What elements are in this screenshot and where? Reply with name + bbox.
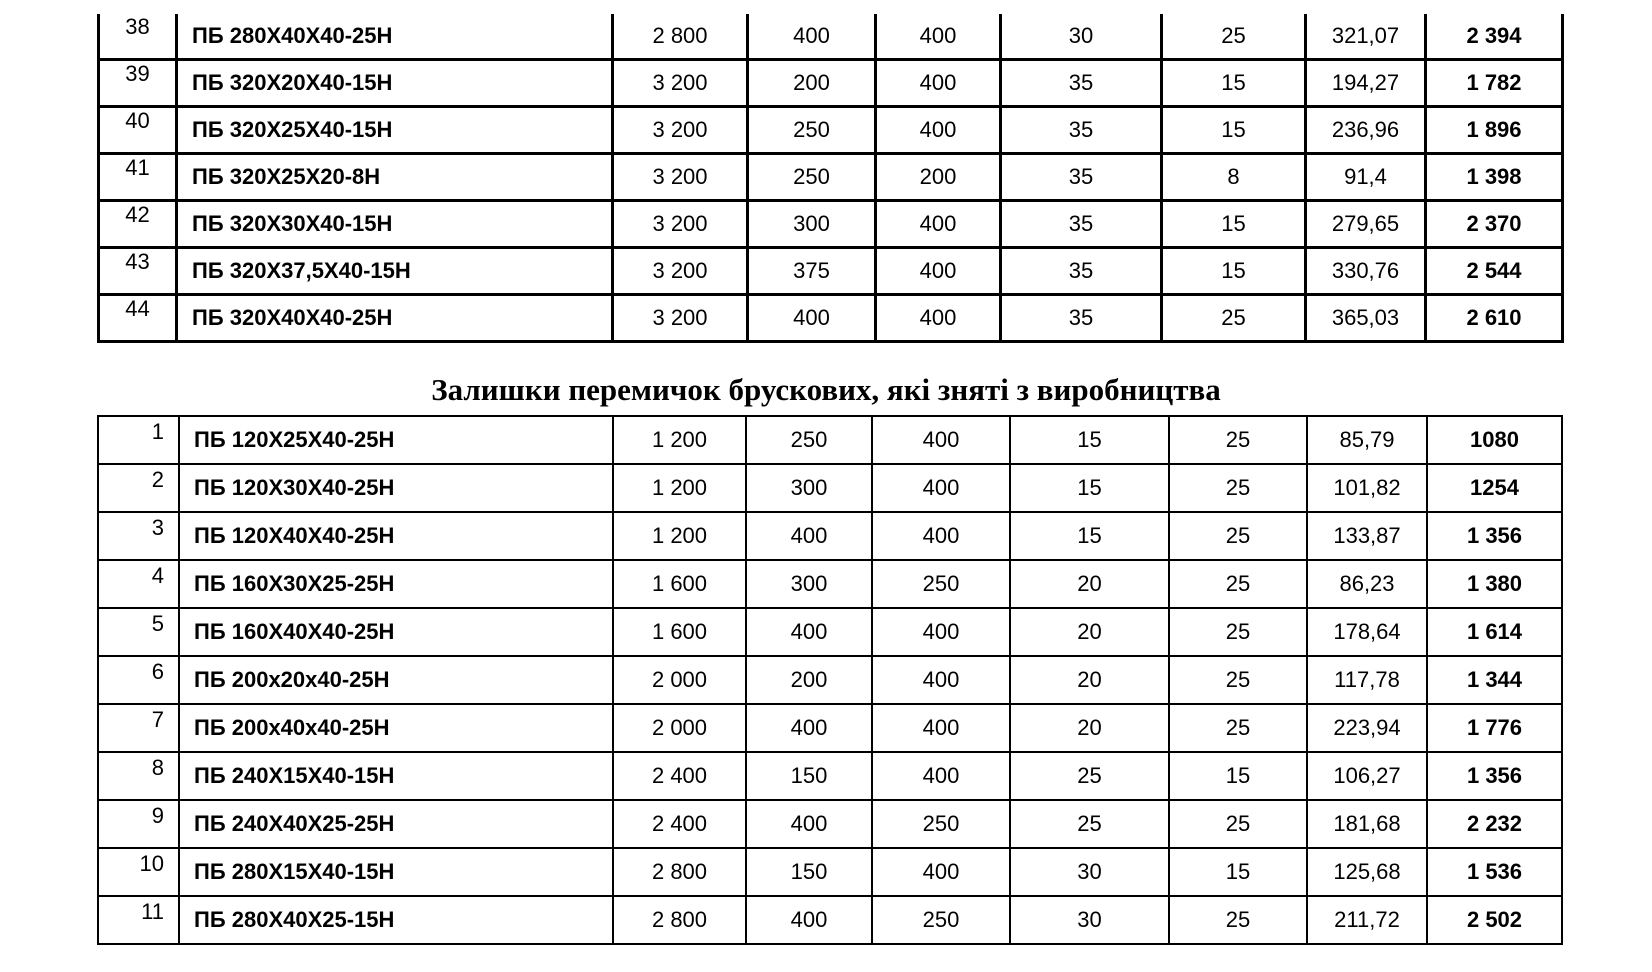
width-cell: 250	[746, 416, 872, 464]
row-number: 42	[99, 201, 177, 248]
weight-cell: 86,23	[1307, 560, 1427, 608]
price-cell: 2 394	[1426, 14, 1563, 60]
width-cell: 300	[746, 560, 872, 608]
width-cell: 150	[746, 752, 872, 800]
row-number: 39	[99, 60, 177, 107]
row-number: 8	[98, 752, 179, 800]
length-cell: 3 200	[613, 248, 748, 295]
value-cell: 20	[1010, 608, 1169, 656]
width-cell: 400	[746, 608, 872, 656]
value-cell: 30	[1001, 14, 1162, 60]
discontinued-product-table	[97, 415, 1563, 945]
value-cell: 25	[1162, 295, 1306, 342]
height-cell: 400	[876, 107, 1001, 154]
value-cell: 25	[1169, 512, 1307, 560]
price-cell: 2 544	[1426, 248, 1563, 295]
value-cell: 25	[1169, 656, 1307, 704]
height-cell: 400	[872, 512, 1010, 560]
table-row	[99, 201, 1563, 248]
price-cell: 1080	[1427, 416, 1562, 464]
length-cell: 3 200	[613, 107, 748, 154]
row-number: 1	[98, 416, 179, 464]
row-number: 40	[99, 107, 177, 154]
height-cell: 400	[872, 416, 1010, 464]
weight-cell: 91,4	[1306, 154, 1426, 201]
value-cell: 35	[1001, 295, 1162, 342]
weight-cell: 85,79	[1307, 416, 1427, 464]
table-row	[98, 800, 1562, 848]
value-cell: 15	[1169, 752, 1307, 800]
value-cell: 20	[1010, 656, 1169, 704]
value-cell: 25	[1010, 800, 1169, 848]
width-cell: 400	[746, 896, 872, 944]
width-cell: 300	[748, 201, 876, 248]
height-cell: 400	[876, 60, 1001, 107]
product-name: ПБ 200х20х40-25Н	[179, 656, 613, 704]
row-number: 44	[99, 295, 177, 342]
value-cell: 25	[1169, 560, 1307, 608]
height-cell: 200	[876, 154, 1001, 201]
value-cell: 30	[1010, 896, 1169, 944]
weight-cell: 330,76	[1306, 248, 1426, 295]
value-cell: 25	[1010, 752, 1169, 800]
weight-cell: 223,94	[1307, 704, 1427, 752]
price-cell: 1 398	[1426, 154, 1563, 201]
width-cell: 200	[748, 60, 876, 107]
product-name: ПБ 320Х30Х40-15Н	[177, 201, 613, 248]
product-name: ПБ 320Х40Х40-25Н	[177, 295, 613, 342]
value-cell: 25	[1169, 800, 1307, 848]
value-cell: 35	[1001, 248, 1162, 295]
width-cell: 400	[746, 800, 872, 848]
row-number: 11	[98, 896, 179, 944]
top-product-table	[97, 14, 1564, 343]
value-cell: 30	[1010, 848, 1169, 896]
length-cell: 3 200	[613, 60, 748, 107]
price-cell: 1254	[1427, 464, 1562, 512]
product-name: ПБ 200х40х40-25Н	[179, 704, 613, 752]
weight-cell: 117,78	[1307, 656, 1427, 704]
value-cell: 15	[1010, 416, 1169, 464]
height-cell: 400	[872, 464, 1010, 512]
price-cell: 1 614	[1427, 608, 1562, 656]
width-cell: 250	[748, 154, 876, 201]
weight-cell: 181,68	[1307, 800, 1427, 848]
length-cell: 2 800	[613, 14, 748, 60]
length-cell: 2 800	[613, 896, 746, 944]
height-cell: 400	[876, 248, 1001, 295]
weight-cell: 236,96	[1306, 107, 1426, 154]
value-cell: 25	[1169, 896, 1307, 944]
table-row	[99, 14, 1563, 60]
length-cell: 3 200	[613, 201, 748, 248]
table-row	[98, 560, 1562, 608]
weight-cell: 106,27	[1307, 752, 1427, 800]
price-cell: 2 232	[1427, 800, 1562, 848]
length-cell: 2 400	[613, 752, 746, 800]
length-cell: 3 200	[613, 295, 748, 342]
row-number: 5	[98, 608, 179, 656]
product-name: ПБ 120Х40Х40-25Н	[179, 512, 613, 560]
value-cell: 15	[1162, 201, 1306, 248]
value-cell: 35	[1001, 201, 1162, 248]
width-cell: 400	[746, 512, 872, 560]
price-cell: 1 536	[1427, 848, 1562, 896]
value-cell: 20	[1010, 704, 1169, 752]
product-name: ПБ 120Х30Х40-25Н	[179, 464, 613, 512]
width-cell: 400	[746, 704, 872, 752]
value-cell: 25	[1169, 416, 1307, 464]
price-cell: 1 776	[1427, 704, 1562, 752]
product-name: ПБ 320Х25Х20-8Н	[177, 154, 613, 201]
row-number: 10	[98, 848, 179, 896]
value-cell: 35	[1001, 107, 1162, 154]
product-name: ПБ 320Х25Х40-15Н	[177, 107, 613, 154]
table-row	[98, 608, 1562, 656]
length-cell: 2 000	[613, 656, 746, 704]
width-cell: 250	[748, 107, 876, 154]
product-name: ПБ 160Х30Х25-25Н	[179, 560, 613, 608]
table-row	[99, 248, 1563, 295]
price-cell: 1 344	[1427, 656, 1562, 704]
table-row	[99, 154, 1563, 201]
value-cell: 15	[1169, 848, 1307, 896]
length-cell: 1 200	[613, 416, 746, 464]
width-cell: 300	[746, 464, 872, 512]
value-cell: 15	[1010, 512, 1169, 560]
section-title: Залишки перемичок брускових, які зняті з виробництва	[431, 372, 1221, 407]
height-cell: 400	[872, 656, 1010, 704]
table-row	[98, 656, 1562, 704]
table-row	[98, 752, 1562, 800]
weight-cell: 194,27	[1306, 60, 1426, 107]
row-number: 2	[98, 464, 179, 512]
width-cell: 400	[748, 14, 876, 60]
width-cell: 400	[748, 295, 876, 342]
weight-cell: 211,72	[1307, 896, 1427, 944]
value-cell: 15	[1162, 107, 1306, 154]
table-row	[98, 848, 1562, 896]
product-name: ПБ 120Х25Х40-25Н	[179, 416, 613, 464]
table-row	[98, 896, 1562, 944]
value-cell: 25	[1169, 704, 1307, 752]
row-number: 38	[99, 14, 177, 60]
height-cell: 400	[872, 752, 1010, 800]
row-number: 9	[98, 800, 179, 848]
length-cell: 1 600	[613, 560, 746, 608]
product-name: ПБ 320Х37,5Х40-15Н	[177, 248, 613, 295]
row-number: 41	[99, 154, 177, 201]
row-number: 7	[98, 704, 179, 752]
width-cell: 375	[748, 248, 876, 295]
height-cell: 400	[876, 14, 1001, 60]
height-cell: 250	[872, 800, 1010, 848]
value-cell: 8	[1162, 154, 1306, 201]
value-cell: 25	[1169, 464, 1307, 512]
weight-cell: 279,65	[1306, 201, 1426, 248]
product-name: ПБ 280Х15Х40-15Н	[179, 848, 613, 896]
value-cell: 15	[1162, 60, 1306, 107]
table-row	[98, 704, 1562, 752]
value-cell: 25	[1162, 14, 1306, 60]
height-cell: 400	[872, 608, 1010, 656]
price-cell: 1 356	[1427, 752, 1562, 800]
length-cell: 1 200	[613, 464, 746, 512]
weight-cell: 178,64	[1307, 608, 1427, 656]
length-cell: 1 600	[613, 608, 746, 656]
length-cell: 1 200	[613, 512, 746, 560]
price-cell: 1 356	[1427, 512, 1562, 560]
height-cell: 400	[872, 704, 1010, 752]
weight-cell: 365,03	[1306, 295, 1426, 342]
table-row	[98, 464, 1562, 512]
value-cell: 20	[1010, 560, 1169, 608]
product-name: ПБ 240Х40Х25-25Н	[179, 800, 613, 848]
row-number: 43	[99, 248, 177, 295]
product-name: ПБ 240Х15Х40-15Н	[179, 752, 613, 800]
value-cell: 35	[1001, 154, 1162, 201]
row-number: 6	[98, 656, 179, 704]
row-number: 3	[98, 512, 179, 560]
length-cell: 2 000	[613, 704, 746, 752]
weight-cell: 133,87	[1307, 512, 1427, 560]
price-cell: 2 610	[1426, 295, 1563, 342]
length-cell: 3 200	[613, 154, 748, 201]
table-row	[99, 295, 1563, 342]
height-cell: 250	[872, 560, 1010, 608]
length-cell: 2 400	[613, 800, 746, 848]
table-row	[99, 60, 1563, 107]
weight-cell: 321,07	[1306, 14, 1426, 60]
weight-cell: 101,82	[1307, 464, 1427, 512]
width-cell: 200	[746, 656, 872, 704]
length-cell: 2 800	[613, 848, 746, 896]
product-name: ПБ 320Х20Х40-15Н	[177, 60, 613, 107]
height-cell: 400	[872, 848, 1010, 896]
product-name: ПБ 160Х40Х40-25Н	[179, 608, 613, 656]
table-row	[98, 512, 1562, 560]
product-name: ПБ 280Х40Х40-25Н	[177, 14, 613, 60]
table-row	[98, 416, 1562, 464]
value-cell: 15	[1010, 464, 1169, 512]
price-cell: 2 502	[1427, 896, 1562, 944]
height-cell: 250	[872, 896, 1010, 944]
weight-cell: 125,68	[1307, 848, 1427, 896]
price-cell: 2 370	[1426, 201, 1563, 248]
width-cell: 150	[746, 848, 872, 896]
price-cell: 1 380	[1427, 560, 1562, 608]
table-row	[99, 107, 1563, 154]
height-cell: 400	[876, 201, 1001, 248]
row-number: 4	[98, 560, 179, 608]
price-cell: 1 782	[1426, 60, 1563, 107]
value-cell: 15	[1162, 248, 1306, 295]
product-name: ПБ 280Х40Х25-15Н	[179, 896, 613, 944]
price-cell: 1 896	[1426, 107, 1563, 154]
value-cell: 25	[1169, 608, 1307, 656]
value-cell: 35	[1001, 60, 1162, 107]
height-cell: 400	[876, 295, 1001, 342]
